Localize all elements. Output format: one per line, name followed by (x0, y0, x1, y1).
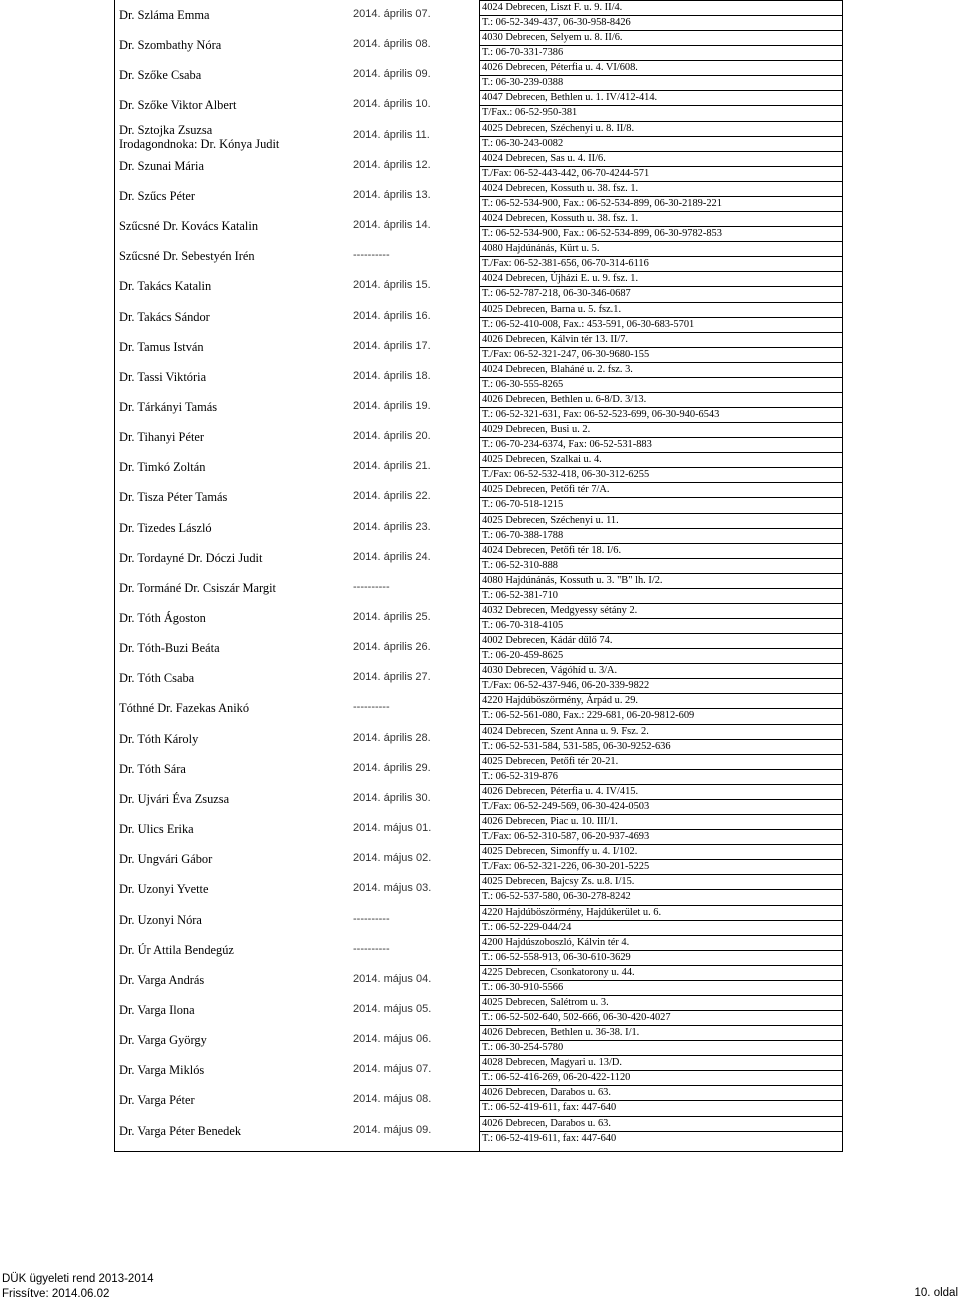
address-cell (479, 482, 842, 512)
address-cell (479, 965, 842, 995)
duty-date: ---------- (353, 249, 390, 262)
address-cell (479, 573, 842, 603)
duty-date: 2014. április 29. (353, 761, 431, 774)
lawyer-name (119, 822, 194, 837)
duty-date: 2014. április 28. (353, 731, 431, 744)
lawyer-name (119, 279, 211, 294)
lawyer-name-line: Dr. Ulics Erika (119, 822, 194, 837)
duty-date: 2014. május 02. (353, 852, 432, 865)
office-address: 4024 Debrecen, Kossuth u. 38. fsz. 1. (479, 211, 842, 226)
duty-date: 2014. április 14. (353, 219, 431, 232)
office-address: 4025 Debrecen, Petőfi tér 20-21. (479, 754, 842, 769)
lawyer-name-line: Dr. Tárkányi Tamás (119, 399, 218, 414)
footer-title: DÜK ügyeleti rend 2013-2014 (2, 1273, 154, 1285)
lawyer-name (119, 219, 258, 234)
table-row (115, 271, 479, 301)
page-number: 10. oldal (914, 1287, 958, 1299)
lawyer-name-line: Dr. Varga Miklós (119, 1063, 205, 1078)
lawyer-name (119, 249, 255, 264)
lawyer-name (119, 701, 249, 716)
office-address: 4026 Debrecen, Darabos u. 63. (479, 1085, 842, 1100)
address-cell (479, 874, 842, 904)
lawyer-name-line: Dr. Tóth Csaba (119, 671, 195, 686)
office-phone: T.: 06-70-518-1215 (479, 497, 842, 512)
footer-updated: Frissítve: 2014.06.02 (2, 1288, 110, 1300)
office-phone: T.: 06-52-381-710 (479, 588, 842, 603)
office-address: 4026 Debrecen, Piac u. 10. III/1. (479, 814, 842, 829)
address-cell (479, 1025, 842, 1055)
office-address: 4025 Debrecen, Szalkai u. 4. (479, 452, 842, 467)
office-address: 4025 Debrecen, Bajcsy Zs. u.8. I/15. (479, 874, 842, 889)
duty-date: ---------- (353, 701, 390, 714)
lawyer-name (119, 430, 204, 445)
address-cell (479, 121, 842, 151)
office-phone: T./Fax: 06-52-321-226, 06-30-201-5225 (479, 859, 842, 874)
address-cell (479, 422, 842, 452)
office-address: 4200 Hajdúszoboszló, Kálvin tér 4. (479, 935, 842, 950)
lawyer-name (119, 581, 276, 596)
address-cell (479, 814, 842, 844)
address-cell (479, 663, 842, 693)
address-cell (479, 844, 842, 874)
duty-date: 2014. április 21. (353, 460, 431, 473)
table-row (115, 573, 479, 603)
office-address: 4026 Debrecen, Péterfia u. 4. VI/608. (479, 60, 842, 75)
lawyer-name (119, 68, 201, 83)
table-row (115, 422, 479, 452)
address-cell (479, 302, 842, 332)
duty-date: ---------- (353, 942, 390, 955)
lawyer-name (119, 671, 194, 686)
address-cell (479, 935, 842, 965)
office-phone: T.: 06-52-787-218, 06-30-346-0687 (479, 286, 842, 301)
table-row (115, 60, 479, 90)
address-cell (479, 995, 842, 1025)
lawyer-name-line: Dr. Szunai Mária (119, 158, 204, 173)
lawyer-name (119, 460, 205, 475)
office-address: 4030 Debrecen, Vágóhíd u. 3/A. (479, 663, 842, 678)
duty-date: 2014. április 15. (353, 279, 431, 292)
lawyer-name (119, 400, 217, 415)
lawyer-name-line: Dr. Szőke Viktor Albert (119, 98, 237, 113)
duty-date: 2014. április 11. (353, 128, 430, 141)
office-phone: T.: 06-20-459-8625 (479, 648, 842, 663)
office-phone: T./Fax: 06-52-532-418, 06-30-312-6255 (479, 467, 842, 482)
office-address: 4025 Debrecen, Széchenyi u. 11. (479, 513, 842, 528)
duty-date: 2014. április 13. (353, 188, 431, 201)
lawyer-name (119, 1124, 241, 1139)
office-address: 4026 Debrecen, Darabos u. 63. (479, 1116, 842, 1131)
lawyer-name-line: Dr. Tassi Viktória (119, 369, 207, 384)
office-phone: T.: 06-30-254-5780 (479, 1040, 842, 1055)
office-address: 4220 Hajdúböszörmény, Árpád u. 29. (479, 693, 842, 708)
office-address: 4029 Debrecen, Busi u. 2. (479, 422, 842, 437)
office-address: 4025 Debrecen, Petőfi tér 7/A. (479, 482, 842, 497)
office-phone: T./Fax: 06-52-443-442, 06-70-4244-571 (479, 166, 842, 181)
office-phone: T.: 06-52-349-437, 06-30-958-8426 (479, 15, 842, 30)
footer-info (2, 1272, 154, 1302)
duty-date: 2014. május 09. (353, 1123, 432, 1136)
office-phone: T.: 06-30-910-5566 (479, 980, 842, 995)
office-address: 4025 Debrecen, Széchenyi u. 8. II/8. (479, 121, 842, 136)
office-address: 4024 Debrecen, Sas u. 4. II/6. (479, 151, 842, 166)
table-row (115, 1025, 479, 1055)
table-row (115, 1085, 479, 1115)
duty-date: 2014. április 10. (353, 98, 431, 111)
lawyer-name (119, 1003, 195, 1018)
lawyer-name-line: Dr. Varga Ilona (119, 1002, 195, 1017)
lawyer-name (119, 370, 206, 385)
address-cell (479, 332, 842, 362)
address-cell (479, 241, 842, 271)
table-row (115, 543, 479, 573)
duty-date: ---------- (353, 912, 390, 925)
table-row (115, 693, 479, 723)
table-row (115, 90, 479, 120)
office-address: 4026 Debrecen, Péterfia u. 4. IV/415. (479, 784, 842, 799)
lawyer-name-line: Dr. Tormáné Dr. Csiszár Margit (119, 580, 276, 595)
duty-date: 2014. április 22. (353, 490, 431, 503)
table-row (115, 452, 479, 482)
table-row (115, 814, 479, 844)
table-row (115, 151, 479, 181)
lawyer-name-line: Dr. Varga Péter Benedek (119, 1123, 242, 1138)
lawyer-name-line: Dr. Szőke Csaba (119, 68, 202, 83)
office-phone: T.: 06-52-537-580, 06-30-278-8242 (479, 889, 842, 904)
duty-date: 2014. május 08. (353, 1093, 432, 1106)
lawyer-name-line: Dr. Tizedes László (119, 520, 212, 535)
table-row (115, 844, 479, 874)
office-address: 4047 Debrecen, Bethlen u. 1. IV/412-414. (479, 90, 842, 105)
address-cell (479, 784, 842, 814)
office-address: 4025 Debrecen, Simonffy u. 4. I/102. (479, 844, 842, 859)
office-phone: T./Fax: 06-52-249-569, 06-30-424-0503 (479, 799, 842, 814)
lawyer-name-line: Dr. Tihanyi Péter (119, 430, 205, 445)
address-cell (479, 60, 842, 90)
table-row (115, 332, 479, 362)
office-phone: T.: 06-52-558-913, 06-30-610-3629 (479, 950, 842, 965)
table-row (115, 513, 479, 543)
lawyer-name-line: Dr. Ujvári Éva Zsuzsa (119, 791, 230, 806)
office-address: 4024 Debrecen, Kossuth u. 38. fsz. 1. (479, 181, 842, 196)
office-address: 4002 Debrecen, Kádár dűlő 74. (479, 633, 842, 648)
duty-date: 2014. április 19. (353, 399, 431, 412)
lawyer-name (119, 38, 221, 53)
office-phone: T.: 06-70-388-1788 (479, 528, 842, 543)
address-cell (479, 452, 842, 482)
lawyer-name (119, 1093, 195, 1108)
table-row (115, 935, 479, 965)
duty-date: 2014. április 27. (353, 671, 431, 684)
lawyer-name-line: Dr. Tamus István (119, 339, 204, 354)
table-row (115, 874, 479, 904)
office-address: 4026 Debrecen, Bethlen u. 6-8/D. 3/13. (479, 392, 842, 407)
office-address: 4080 Hajdúnánás, Kürt u. 5. (479, 241, 842, 256)
address-cell (479, 30, 842, 60)
lawyer-name-line: Dr. Tóth Ágoston (119, 611, 206, 625)
office-phone: T.: 06-52-534-900, Fax.: 06-52-534-899, 06-30-2189-221 (479, 196, 842, 211)
office-address: 4024 Debrecen, Blaháné u. 2. fsz. 3. (479, 362, 842, 377)
table-row (115, 211, 479, 241)
lawyer-name (119, 310, 210, 325)
office-phone: T.: 06-70-234-6374, Fax: 06-52-531-883 (479, 437, 842, 452)
lawyer-name (119, 913, 202, 928)
lawyer-name (119, 641, 220, 656)
office-phone: T.: 06-52-561-080, Fax.: 229-681, 06-20-9812-609 (479, 708, 842, 723)
duty-date: 2014. április 18. (353, 369, 431, 382)
address-cell (479, 211, 842, 241)
address-cell (479, 362, 842, 392)
lawyer-name (119, 762, 186, 777)
lawyer-name-line: Szűcsné Dr. Kovács Katalin (119, 219, 259, 234)
office-phone: T.: 06-52-419-611, fax: 447-640 (479, 1131, 842, 1146)
office-address: 4025 Debrecen, Barna u. 5. fsz.1. (479, 302, 842, 317)
office-address: 4080 Hajdúnánás, Kossuth u. 3. "B" lh. I/2. (479, 573, 842, 588)
duty-date: 2014. április 30. (353, 791, 431, 804)
office-phone: T./Fax: 06-52-381-656, 06-70-314-6116 (479, 256, 842, 271)
duty-date: 2014. április 16. (353, 309, 431, 322)
office-phone: T.: 06-52-229-044/24 (479, 920, 842, 935)
address-cell (479, 271, 842, 301)
address-cell (479, 633, 842, 663)
office-address: 4024 Debrecen, Szent Anna u. 9. Fsz. 2. (479, 724, 842, 739)
duty-date: 2014. április 20. (353, 430, 431, 443)
lawyer-name-line: Dr. Tordayné Dr. Dóczi Judit (119, 550, 263, 565)
office-phone: T.: 06-52-534-900, Fax.: 06-52-534-899, 06-30-9782-853 (479, 226, 842, 241)
lawyer-name (119, 1033, 207, 1048)
lawyer-name (119, 159, 204, 174)
duty-date: 2014. május 04. (353, 972, 432, 985)
office-address: 4030 Debrecen, Selyem u. 8. II/6. (479, 30, 842, 45)
lawyer-name (119, 189, 195, 204)
address-cell (479, 1085, 842, 1115)
duty-date: ---------- (353, 580, 390, 593)
table-row (115, 784, 479, 814)
address-cell (479, 905, 842, 935)
office-phone: T.: 06-30-243-0082 (479, 136, 842, 151)
table-row (115, 724, 479, 754)
duty-date: 2014. április 09. (353, 68, 431, 81)
lawyer-name-line: Dr. Ungvári Gábor (119, 852, 213, 867)
duty-date: 2014. április 23. (353, 520, 431, 533)
table-row (115, 302, 479, 332)
table-row (115, 362, 479, 392)
lawyer-name-line: Dr. Varga András (119, 972, 205, 987)
lawyer-name (119, 340, 204, 355)
lawyer-name (119, 98, 236, 113)
table-row (115, 965, 479, 995)
address-cell (479, 543, 842, 573)
address-cell (479, 754, 842, 784)
table-row (115, 633, 479, 663)
address-cell (479, 181, 842, 211)
duty-date: 2014. május 01. (353, 822, 432, 835)
lawyer-name (119, 551, 262, 566)
lawyer-name-line: Dr. Takács Sándor (119, 309, 210, 324)
duty-date: 2014. április 12. (353, 158, 431, 171)
table-row (115, 392, 479, 422)
lawyer-name (119, 943, 234, 958)
address-cell (479, 1116, 842, 1146)
lawyer-name-line: Dr. Szláma Emma (119, 8, 210, 22)
office-phone: T.: 06-52-319-876 (479, 769, 842, 784)
lawyer-name (119, 490, 227, 505)
address-cell (479, 513, 842, 543)
lawyer-name (119, 8, 210, 23)
duty-date: 2014. május 05. (353, 1002, 432, 1015)
office-address: 4024 Debrecen, Petőfi tér 18. I/6. (479, 543, 842, 558)
office-phone: T.: 06-52-321-631, Fax: 06-52-523-699, 06-30-940-6543 (479, 407, 842, 422)
lawyer-name-line: Dr. Timkó Zoltán (119, 460, 206, 475)
office-phone: T.: 06-52-310-888 (479, 558, 842, 573)
table-row (115, 241, 479, 271)
lawyer-name-line: Dr. Tóth-Buzi Beáta (119, 641, 220, 656)
table-row (115, 995, 479, 1025)
duty-date: 2014. április 08. (353, 38, 431, 51)
lawyer-name-line: Dr. Tóth Károly (119, 731, 199, 746)
table-row (115, 482, 479, 512)
office-address: 4032 Debrecen, Medgyessy sétány 2. (479, 603, 842, 618)
office-phone: T.: 06-30-239-0388 (479, 75, 842, 90)
office-address: 4025 Debrecen, Salétrom u. 3. (479, 995, 842, 1010)
duty-date: 2014. április 26. (353, 641, 431, 654)
office-address: 4026 Debrecen, Bethlen u. 36-38. I/1. (479, 1025, 842, 1040)
address-cell (479, 392, 842, 422)
office-address: 4225 Debrecen, Csonkatorony u. 44. (479, 965, 842, 980)
lawyer-name-line: Dr. Tóth Sára (119, 761, 186, 776)
office-phone: T./Fax: 06-52-310-587, 06-20-937-4693 (479, 829, 842, 844)
address-cell (479, 0, 842, 30)
office-phone: T.: 06-52-410-008, Fax.: 453-591, 06-30-683-5701 (479, 317, 842, 332)
duty-date: 2014. május 07. (353, 1063, 432, 1076)
lawyer-name (119, 732, 198, 747)
table-row (115, 181, 479, 211)
lawyer-name-line: Dr. Uzonyi Yvette (119, 882, 209, 897)
office-phone: T./Fax: 06-52-437-946, 06-20-339-9822 (479, 678, 842, 693)
office-phone: T.: 06-52-502-640, 502-666, 06-30-420-4027 (479, 1010, 842, 1025)
address-cell (479, 693, 842, 723)
lawyer-name-line: Dr. Sztojka Zsuzsa (119, 122, 213, 137)
table-row (115, 1116, 479, 1146)
duty-date: 2014. április 24. (353, 550, 431, 563)
table-row (115, 663, 479, 693)
lawyer-name-line: Szűcsné Dr. Sebestyén Irén (119, 249, 255, 264)
duty-date: 2014. április 17. (353, 339, 431, 352)
duty-date: 2014. április 07. (353, 8, 431, 20)
duty-date: 2014. április 25. (353, 611, 431, 623)
office-phone: T.: 06-70-318-4105 (479, 618, 842, 633)
table-row (115, 1055, 479, 1085)
table-row (115, 30, 479, 60)
table-row (115, 121, 479, 151)
office-phone: T.: 06-70-331-7386 (479, 45, 842, 60)
lawyer-name (119, 852, 212, 867)
table-row (115, 754, 479, 784)
lawyer-name (119, 611, 206, 626)
office-address: 4028 Debrecen, Magyari u. 13/D. (479, 1055, 842, 1070)
office-address: 4024 Debrecen, Újházi E. u. 9. fsz. 1. (479, 271, 842, 286)
office-phone: T.: 06-52-531-584, 531-585, 06-30-9252-636 (479, 739, 842, 754)
duty-date: 2014. május 03. (353, 882, 432, 895)
lawyer-name-note: Irodagondnoka: Dr. Kónya Judit (119, 137, 280, 152)
office-phone: T.: 06-30-555-8265 (479, 377, 842, 392)
address-cell (479, 151, 842, 181)
lawyer-name-line: Dr. Tisza Péter Tamás (119, 490, 228, 505)
lawyer-name-line: Dr. Uzonyi Nóra (119, 912, 202, 927)
lawyer-name-line: Dr. Takács Katalin (119, 279, 212, 294)
office-phone: T.: 06-52-416-269, 06-20-422-1120 (479, 1070, 842, 1085)
lawyer-name-line: Dr. Szűcs Péter (119, 188, 196, 203)
lawyer-name-line: Dr. Szombathy Nóra (119, 38, 222, 53)
office-address: 4026 Debrecen, Kálvin tér 13. II/7. (479, 332, 842, 347)
lawyer-name-line: Dr. Varga György (119, 1033, 207, 1048)
office-phone: T.: 06-52-419-611, fax: 447-640 (479, 1100, 842, 1115)
lawyer-name (119, 973, 204, 988)
address-cell (479, 1055, 842, 1085)
office-address: 4024 Debrecen, Liszt F. u. 9. II/4. (479, 0, 842, 15)
lawyer-name-line: Dr. Úr Attila Bendegúz (119, 942, 234, 957)
lawyer-name (119, 882, 209, 897)
lawyer-name (119, 1063, 204, 1078)
lawyer-name (119, 521, 212, 536)
table-row (115, 603, 479, 633)
duty-date: 2014. május 06. (353, 1033, 432, 1046)
address-cell (479, 724, 842, 754)
address-cell (479, 90, 842, 120)
address-cell (479, 603, 842, 633)
lawyer-name-line: Dr. Varga Péter (119, 1093, 195, 1108)
lawyer-name (119, 792, 229, 807)
table-row (115, 905, 479, 935)
office-phone: T./Fax: 06-52-321-247, 06-30-9680-155 (479, 347, 842, 362)
duty-roster-table (114, 0, 843, 1152)
office-address: 4220 Hajdúböszörmény, Hajdúkerület u. 6. (479, 905, 842, 920)
lawyer-name-line: Tóthné Dr. Fazekas Anikó (119, 701, 250, 716)
table-row (115, 0, 479, 30)
lawyer-name (119, 123, 279, 152)
office-phone: T/Fax.: 06-52-950-381 (479, 105, 842, 120)
